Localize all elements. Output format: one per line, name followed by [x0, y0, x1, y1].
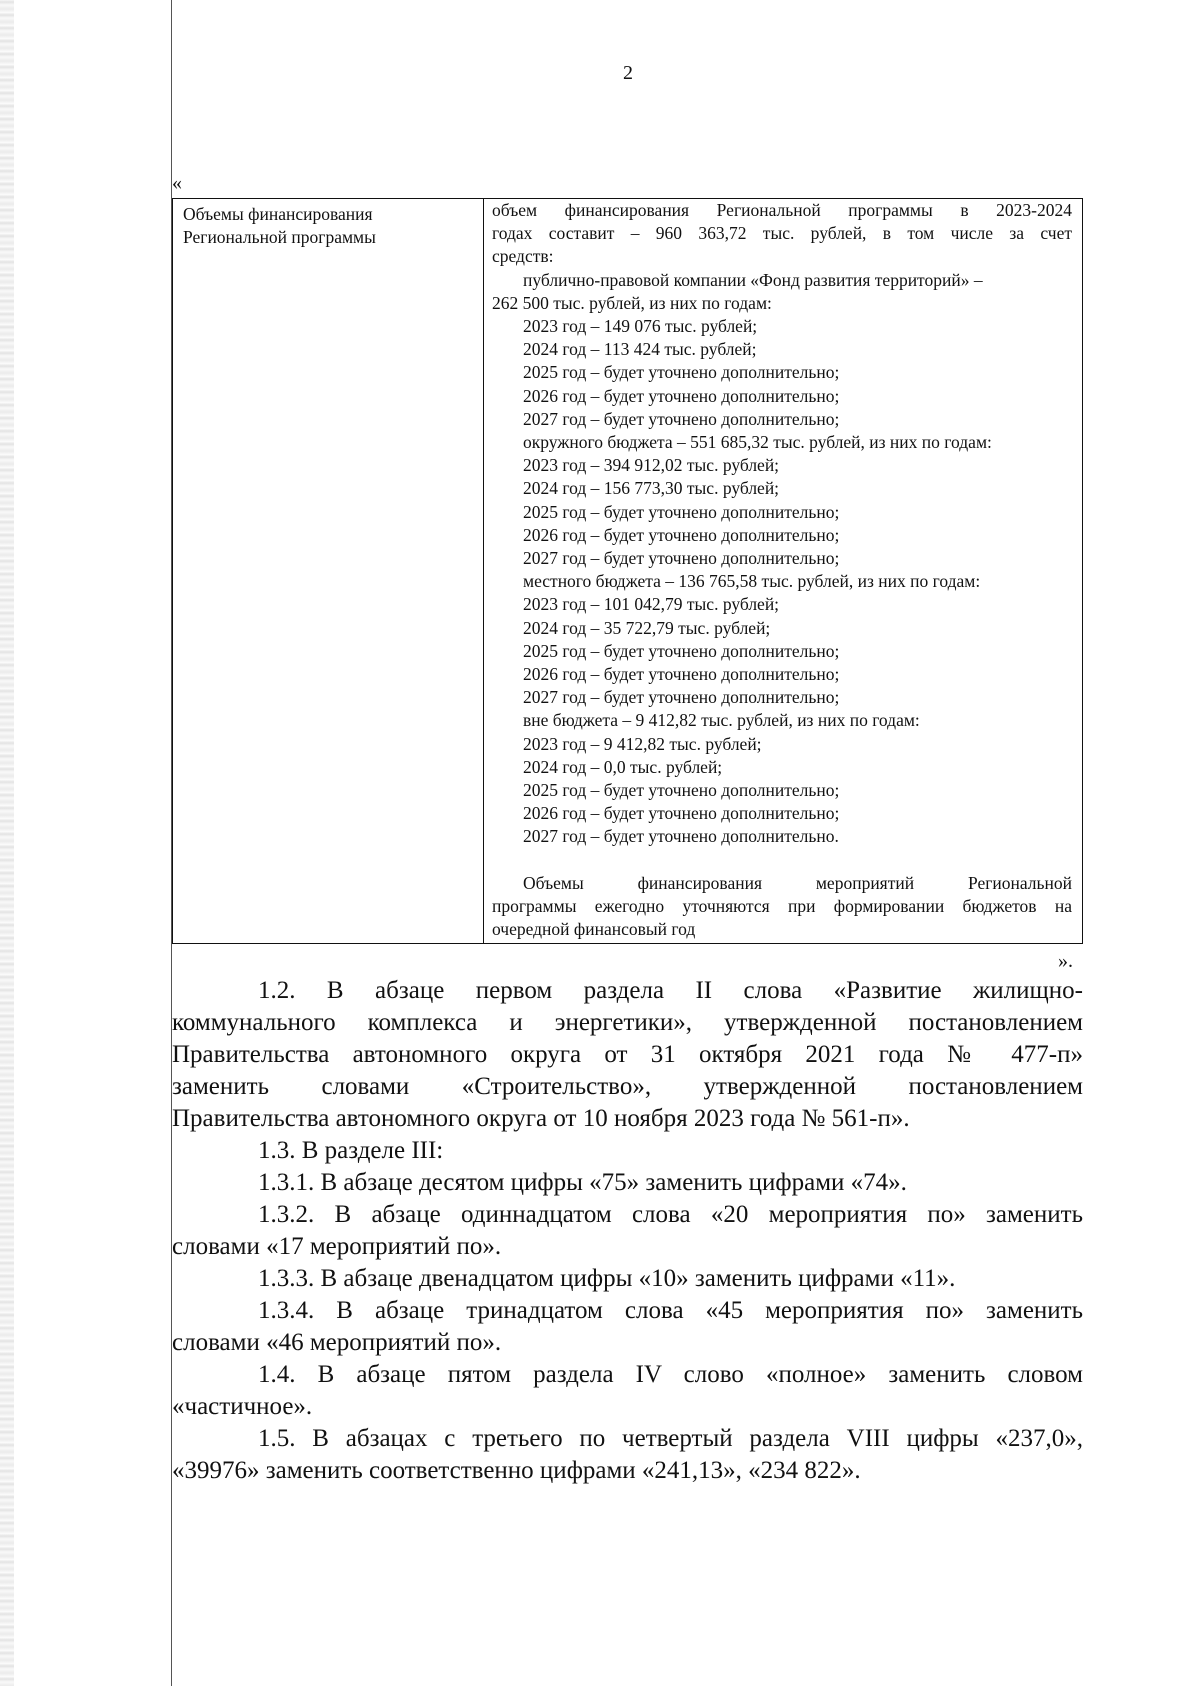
paragraph-1-5-line: 1.5. В абзацах с третьего по четвертый раздела VIII цифры «237,0»,: [258, 1425, 1083, 1452]
district-budget-line: окружного бюджета – 551 685,32 тыс. рублей, из них по годам:: [523, 432, 992, 453]
table-left-cell: [173, 199, 484, 943]
year-line: 2026 год – будет уточнено дополнительно;: [523, 664, 840, 685]
year-line: 2024 год – 35 722,79 тыс. рублей;: [523, 617, 771, 638]
paragraph-1-3-3: 1.3.3. В абзаце двенадцатом цифры «10» заменить цифрами «11».: [258, 1265, 956, 1292]
paragraph-1-5-line: «39976» заменить соответственно цифрами «241,13», «234 822».: [172, 1457, 861, 1484]
year-line: 2023 год – 101 042,79 тыс. рублей;: [523, 594, 780, 615]
note-line: программы ежегодно уточняются при формировании бюджетов на: [492, 895, 1072, 916]
spacer: [492, 849, 1072, 872]
year-line: 2023 год – 394 912,02 тыс. рублей;: [523, 455, 780, 476]
fund-line: 262 500 тыс. рублей, из них по годам:: [492, 292, 772, 313]
paragraph-1-3: 1.3. В разделе III:: [258, 1137, 444, 1164]
year-line: 2025 год – будет уточнено дополнительно;: [523, 780, 840, 801]
left-cell-line: Объемы финансирования: [183, 204, 373, 224]
year-line: 2024 год – 0,0 тыс. рублей;: [523, 756, 723, 777]
year-line: 2023 год – 9 412,82 тыс. рублей;: [523, 733, 762, 754]
year-line: 2025 год – будет уточнено дополнительно;: [523, 640, 840, 661]
table-open-quote: «: [172, 172, 182, 194]
table-close-quote: ».: [1058, 950, 1073, 972]
financing-table: [172, 198, 1083, 944]
year-line: 2027 год – будет уточнено дополнительно;: [523, 687, 840, 708]
note-line: очередной финансовый год: [492, 919, 696, 940]
year-line: 2027 год – будет уточнено дополнительно.: [523, 826, 839, 847]
year-line: 2024 год – 113 424 тыс. рублей;: [523, 339, 757, 360]
intro-line: годах составит – 960 363,72 тыс. рублей, в том числе за счет: [492, 223, 1072, 244]
paragraph-1-3-4-line: 1.3.4. В абзаце тринадцатом слова «45 мероприятия по» заменить: [258, 1297, 1083, 1324]
paragraph-1-2-line: заменить словами «Строительство», утвержденной постановлением: [172, 1073, 1083, 1100]
intro-line: средств:: [492, 246, 554, 267]
paragraph-1-3-1: 1.3.1. В абзаце десятом цифры «75» заменить цифрами «74».: [258, 1169, 907, 1196]
fund-line: публично-правовой компании «Фонд развития территорий» –: [523, 269, 983, 290]
amendments-text: [172, 975, 1083, 1487]
note-line: Объемы финансирования мероприятий Региональной: [523, 872, 1072, 893]
year-line: 2025 год – будет уточнено дополнительно;: [523, 501, 840, 522]
year-line: 2027 год – будет уточнено дополнительно;: [523, 548, 840, 569]
year-line: 2023 год – 149 076 тыс. рублей;: [523, 316, 758, 337]
paragraph-1-4-line: «частичное».: [172, 1393, 313, 1420]
intro-line: объем финансирования Региональной программы в 2023-2024: [492, 200, 1072, 220]
year-line: 2024 год – 156 773,30 тыс. рублей;: [523, 478, 780, 499]
extra-budget-line: вне бюджета – 9 412,82 тыс. рублей, из них по годам:: [523, 710, 920, 731]
local-budget-line: местного бюджета – 136 765,58 тыс. рублей, из них по годам:: [523, 571, 981, 592]
table-right-cell: [484, 199, 1082, 943]
left-cell-line: Региональной программы: [183, 227, 376, 248]
paragraph-1-3-4-line: словами «46 мероприятий по».: [172, 1329, 502, 1356]
paragraph-1-2-line: коммунального комплекса и энергетики», утвержденной постановлением: [172, 1009, 1083, 1036]
scan-edge-artifact: [0, 0, 14, 1686]
paragraph-1-2-line: 1.2. В абзаце первом раздела II слова «Развитие жилищно-: [258, 977, 1083, 1004]
year-line: 2026 год – будет уточнено дополнительно;: [523, 524, 840, 545]
paragraph-1-4-line: 1.4. В абзаце пятом раздела IV слово «полное» заменить словом: [258, 1361, 1083, 1388]
paragraph-1-3-2-line: словами «17 мероприятий по».: [172, 1233, 502, 1260]
paragraph-1-2-line: Правительства автономного округа от 10 ноября 2023 года № 561-п».: [172, 1105, 910, 1132]
year-line: 2027 год – будет уточнено дополнительно;: [523, 408, 840, 429]
page-number: 2: [623, 62, 633, 84]
year-line: 2025 год – будет уточнено дополнительно;: [523, 362, 840, 383]
year-line: 2026 год – будет уточнено дополнительно;: [523, 385, 840, 406]
paragraph-1-3-2-line: 1.3.2. В абзаце одиннадцатом слова «20 мероприятия по» заменить: [258, 1201, 1083, 1228]
year-line: 2026 год – будет уточнено дополнительно;: [523, 803, 840, 824]
paragraph-1-2-line: Правительства автономного округа от 31 октября 2021 года № 477-п»: [172, 1041, 1083, 1068]
